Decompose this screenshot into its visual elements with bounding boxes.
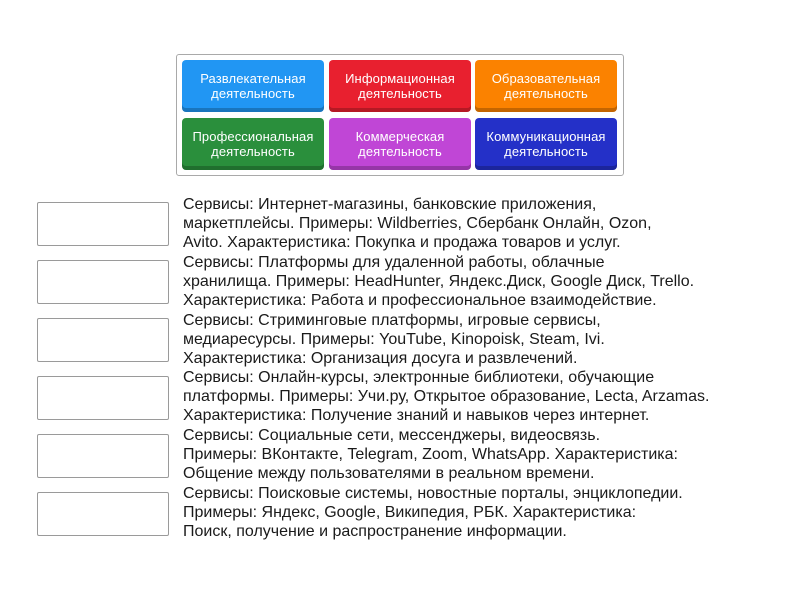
description-line: Характеристика: Получение знаний и навыков через интернет.	[183, 407, 650, 424]
tile-label-line: Информационная	[345, 71, 455, 86]
tile-label-line: деятельность	[504, 144, 588, 159]
description-line: хранилища. Примеры: HeadHunter, Яндекс.Диск, Google Диск, Trello.	[183, 273, 695, 290]
tile-label-line: деятельность	[358, 86, 442, 101]
description-1	[183, 195, 783, 252]
description-6	[183, 484, 783, 541]
description-5	[183, 426, 783, 483]
tile-communication[interactable]	[475, 118, 617, 170]
drop-zone-4[interactable]	[37, 376, 169, 420]
description-line: Сервисы: Стриминговые платформы, игровые сервисы,	[183, 312, 601, 329]
tile-label-line: Развлекательная	[200, 71, 306, 86]
tile-label-line: Профессиональная	[192, 129, 314, 144]
tile-label-line: деятельность	[358, 144, 442, 159]
drop-zone-6[interactable]	[37, 492, 169, 536]
tile-information[interactable]	[329, 60, 471, 112]
description-line: Сервисы: Интернет-магазины, банковские приложения,	[183, 196, 597, 213]
description-line: Характеристика: Организация досуга и развлечений.	[183, 350, 578, 367]
description-line: Avito. Характеристика: Покупка и продажа товаров и услуг.	[183, 234, 621, 251]
description-line: Характеристика: Работа и профессиональное взаимодействие.	[183, 292, 657, 309]
tile-educational[interactable]	[475, 60, 617, 112]
description-2	[183, 253, 783, 310]
tile-commercial[interactable]	[329, 118, 471, 170]
tile-label-line: деятельность	[211, 144, 295, 159]
description-4	[183, 368, 783, 425]
tile-label-line: деятельность	[504, 86, 588, 101]
description-line: платформы. Примеры: Учи.ру, Открытое образование, Lecta, Arzamas.	[183, 388, 710, 405]
description-line: маркетплейсы. Примеры: Wildberries, Сбербанк Онлайн, Ozon,	[183, 215, 652, 232]
drop-zone-2[interactable]	[37, 260, 169, 304]
drop-zone-5[interactable]	[37, 434, 169, 478]
tile-label-line: деятельность	[211, 86, 295, 101]
description-line: Сервисы: Социальные сети, мессенджеры, видеосвязь.	[183, 427, 601, 444]
drop-zone-3[interactable]	[37, 318, 169, 362]
tile-entertainment[interactable]	[182, 60, 324, 112]
tile-label-line: Коммуникационная	[486, 129, 606, 144]
description-line: Примеры: Яндекс, Google, Википедия, РБК. Характеристика:	[183, 504, 637, 521]
tile-label-line: Коммерческая	[355, 129, 445, 144]
description-3	[183, 311, 783, 368]
description-line: Общение между пользователями в реальном времени.	[183, 465, 595, 482]
tile-tray	[176, 54, 624, 176]
description-line: Сервисы: Платформы для удаленной работы, облачные	[183, 254, 605, 271]
description-line: Примеры: ВКонтакте, Telegram, Zoom, WhatsApp. Характеристика:	[183, 446, 678, 463]
description-line: Поиск, получение и распространение информации.	[183, 523, 567, 540]
description-line: Сервисы: Поисковые системы, новостные порталы, энциклопедии.	[183, 485, 683, 502]
description-line: медиаресурсы. Примеры: YouTube, Kinopoisk, Steam, Ivi.	[183, 331, 605, 348]
tile-professional[interactable]	[182, 118, 324, 170]
description-line: Сервисы: Онлайн-курсы, электронные библиотеки, обучающие	[183, 369, 655, 386]
drop-zone-1[interactable]	[37, 202, 169, 246]
tile-label-line: Образовательная	[491, 71, 601, 86]
